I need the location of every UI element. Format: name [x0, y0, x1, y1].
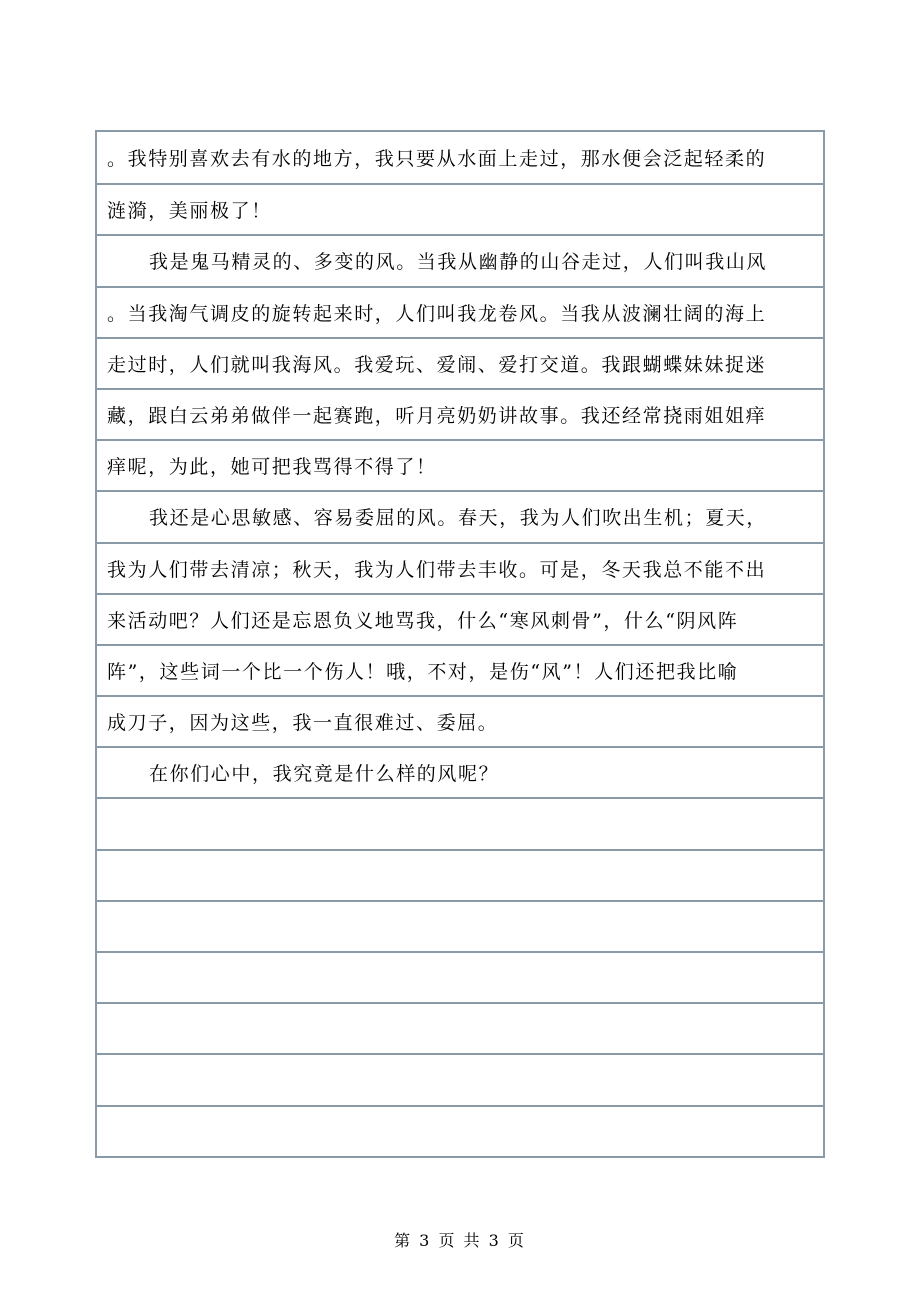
empty-line: [97, 951, 823, 1002]
empty-line: [97, 797, 823, 848]
empty-line: [97, 1002, 823, 1053]
text-line: 。当我淘气调皮的旋转起来时，人们叫我龙卷风。当我从波澜壮阔的海上: [97, 286, 823, 337]
text-line: 藏，跟白云弟弟做伴一起赛跑，听月亮奶奶讲故事。我还经常挠雨姐姐痒: [97, 388, 823, 439]
page-footer: 第 3 页 共 3 页: [394, 1231, 526, 1250]
text-line: 走过时，人们就叫我海风。我爱玩、爱闹、爱打交道。我跟蝴蝶妹妹捉迷: [97, 337, 823, 388]
empty-line: [97, 1053, 823, 1104]
text-line: 我还是心思敏感、容易委屈的风。春天，我为人们吹出生机；夏天，: [97, 490, 823, 541]
text-line: 我是鬼马精灵的、多变的风。当我从幽静的山谷走过，人们叫我山风: [97, 234, 823, 285]
text-line: 。我特别喜欢去有水的地方，我只要从水面上走过，那水便会泛起轻柔的: [107, 148, 767, 171]
text-line: 涟漪，美丽极了！: [97, 183, 823, 234]
text-line: 阵”，这些词一个比一个伤人！哦，不对，是伤“风”！人们还把我比喻: [97, 644, 823, 695]
text-line: 在你们心中，我究竟是什么样的风呢？: [97, 746, 823, 797]
text-line: 痒呢，为此，她可把我骂得不得了！: [97, 439, 823, 490]
text-line: 来活动吧？人们还是忘恩负义地骂我，什么“寒风刺骨”，什么“阴风阵: [97, 593, 823, 644]
empty-line: [97, 1105, 823, 1156]
text-line: 我为人们带去清凉；秋天，我为人们带去丰收。可是，冬天我总不能不出: [97, 542, 823, 593]
lined-writing-sheet: [95, 130, 825, 1158]
text-line: 成刀子，因为这些，我一直很难过、委屈。: [97, 695, 823, 746]
empty-line: [97, 900, 823, 951]
empty-line: [97, 849, 823, 900]
